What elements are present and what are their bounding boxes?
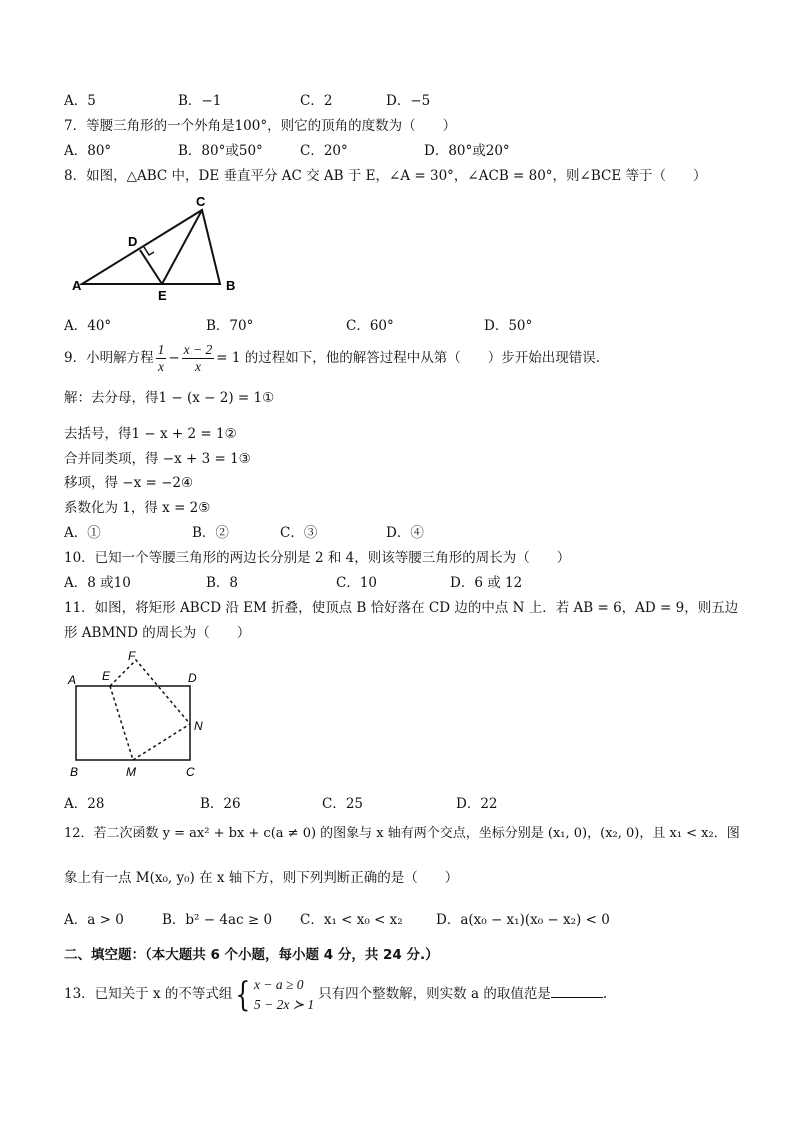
q10-option-b: B．8 (206, 575, 239, 591)
q13-end: . (602, 986, 608, 1002)
q11-label-d: D (188, 671, 197, 685)
q9-step-4: 移项，得 −x = −2④ (64, 475, 194, 491)
q7-option-a: A．80° (64, 143, 112, 159)
q8-stem: 8．如图，△ABC 中，DE 垂直平分 AC 交 AB 于 E，∠A = 30°，∠ACB = 80°，则∠BCE 等于（ ） (64, 168, 707, 184)
q9-step-5: 系数化为 1，得 x = 2⑤ (64, 500, 211, 516)
q13-suffix: 只有四个整数解，则实数 a 的取值范是 (318, 986, 551, 1002)
q9-stem (64, 338, 600, 378)
q13-stem (64, 972, 607, 1016)
q9-frac2-num: x − 2 (183, 342, 213, 357)
q8-label-a: A (72, 278, 82, 293)
q10-stem: 10．已知一个等腰三角形的两边长分别是 2 和 4，则该等腰三角形的周长为（ ） (64, 550, 571, 566)
q9-option-c: C．③ (280, 525, 318, 541)
section-2-title: 二、填空题：（本大题共 6 个小题，每小题 4 分，共 24 分.） (64, 947, 439, 963)
q11-rectangle-fold-figure (66, 650, 216, 780)
q13-inequality-1: x − a ≥ 0 (254, 976, 304, 992)
q7-stem: 7．等腰三角形的一个外角是100°，则它的顶角的度数为（ ） (64, 118, 457, 134)
q11-option-b: B．26 (200, 796, 241, 812)
q11-label-f: F (128, 650, 136, 663)
q11-option-c: C．25 (322, 796, 364, 812)
q8-label-d: D (128, 234, 138, 249)
q9-frac1-den: x (157, 359, 164, 374)
q8-option-a: A．40° (64, 318, 112, 334)
q9-stem-prefix: 9．小明解方程 (64, 350, 154, 366)
q11-stem-line-2: 形 ABMND 的周长为（ ） (64, 625, 251, 641)
q7-option-c: C．20° (300, 143, 348, 159)
q8-label-e: E (158, 288, 167, 303)
q9-frac2-den: x (194, 359, 201, 374)
q11-label-e: E (102, 669, 111, 683)
q7-option-b: B．80°或50° (178, 143, 263, 159)
q12-stem-line-2: 象上有一点 M(x₀, y₀) 在 x 轴下方，则下列判断正确的是（ ） (64, 870, 459, 886)
q11-label-c: C (186, 765, 195, 779)
q8-label-c: C (196, 196, 206, 209)
q9-fraction-1 (156, 342, 167, 375)
q11-option-d: D．22 (456, 796, 498, 812)
q12-option-a: A．a > 0 (64, 912, 124, 928)
q8-triangle-figure (70, 196, 250, 304)
q13-system-brace: { (235, 974, 251, 1015)
q9-frac1-num: 1 (157, 342, 165, 357)
q10-option-d: D．6 或 12 (450, 575, 523, 591)
q9-step-1: 解：去分母，得1 − (x − 2) = 1① (64, 390, 275, 406)
q6-option-d: D．−5 (386, 93, 431, 109)
q10-option-a: A．8 或10 (64, 575, 131, 591)
q9-step-3: 合并同类项，得 −x + 3 = 1③ (64, 451, 251, 467)
q8-option-d: D．50° (484, 318, 533, 334)
q8-option-c: C．60° (346, 318, 394, 334)
q8-label-b: B (226, 278, 236, 293)
q11-label-a: A (68, 673, 77, 687)
q9-step-2: 去括号，得1 − x + 2 = 1② (64, 426, 237, 442)
q7-option-d: D．80°或20° (424, 143, 510, 159)
q13-inequality-2: 5 − 2x ≻ 1 (254, 996, 315, 1012)
q12-option-b: B．b² − 4ac ≥ 0 (162, 912, 273, 928)
q9-stem-suffix: = 1 的过程如下，他的解答过程中从第（ ）步开始出现错误. (216, 350, 601, 366)
q9-option-d: D．④ (386, 525, 424, 541)
q9-option-b: B．② (192, 525, 229, 541)
q11-label-b: B (70, 765, 79, 779)
q13-prefix: 13．已知关于 x 的不等式组 (64, 986, 233, 1002)
q9-minus: − (168, 350, 180, 366)
q11-option-a: A．28 (64, 796, 105, 812)
q12-option-d: D．a(x₀ − x₁)(x₀ − x₂) < 0 (436, 912, 610, 928)
q11-stem-line-1: 11．如图，将矩形 ABCD 沿 EM 折叠，使顶点 B 恰好落在 CD 边的中点 N 上．若 AB = 6，AD = 9，则五边 (64, 600, 739, 616)
q11-label-n: N (194, 719, 203, 733)
q6-option-b: B．−1 (178, 93, 222, 109)
q13-answer-blank[interactable] (551, 984, 603, 998)
q10-option-c: C．10 (336, 575, 378, 591)
q13-inequality-system (254, 975, 314, 1015)
q6-option-a: A．5 (64, 93, 96, 109)
q12-option-c: C．x₁ < x₀ < x₂ (300, 912, 403, 928)
q9-fraction-2 (182, 342, 215, 375)
q9-option-a: A．① (64, 525, 101, 541)
q11-label-m: M (126, 765, 136, 779)
q6-option-c: C．2 (300, 93, 333, 109)
q8-option-b: B．70° (206, 318, 254, 334)
q12-stem-line-1: 12．若二次函数 y = ax² + bx + c(a ≠ 0) 的图象与 x 轴有两个交点，坐标分别是 (x₁, 0)，(x₂, 0)，且 x₁ < x₂．图 (64, 826, 740, 841)
